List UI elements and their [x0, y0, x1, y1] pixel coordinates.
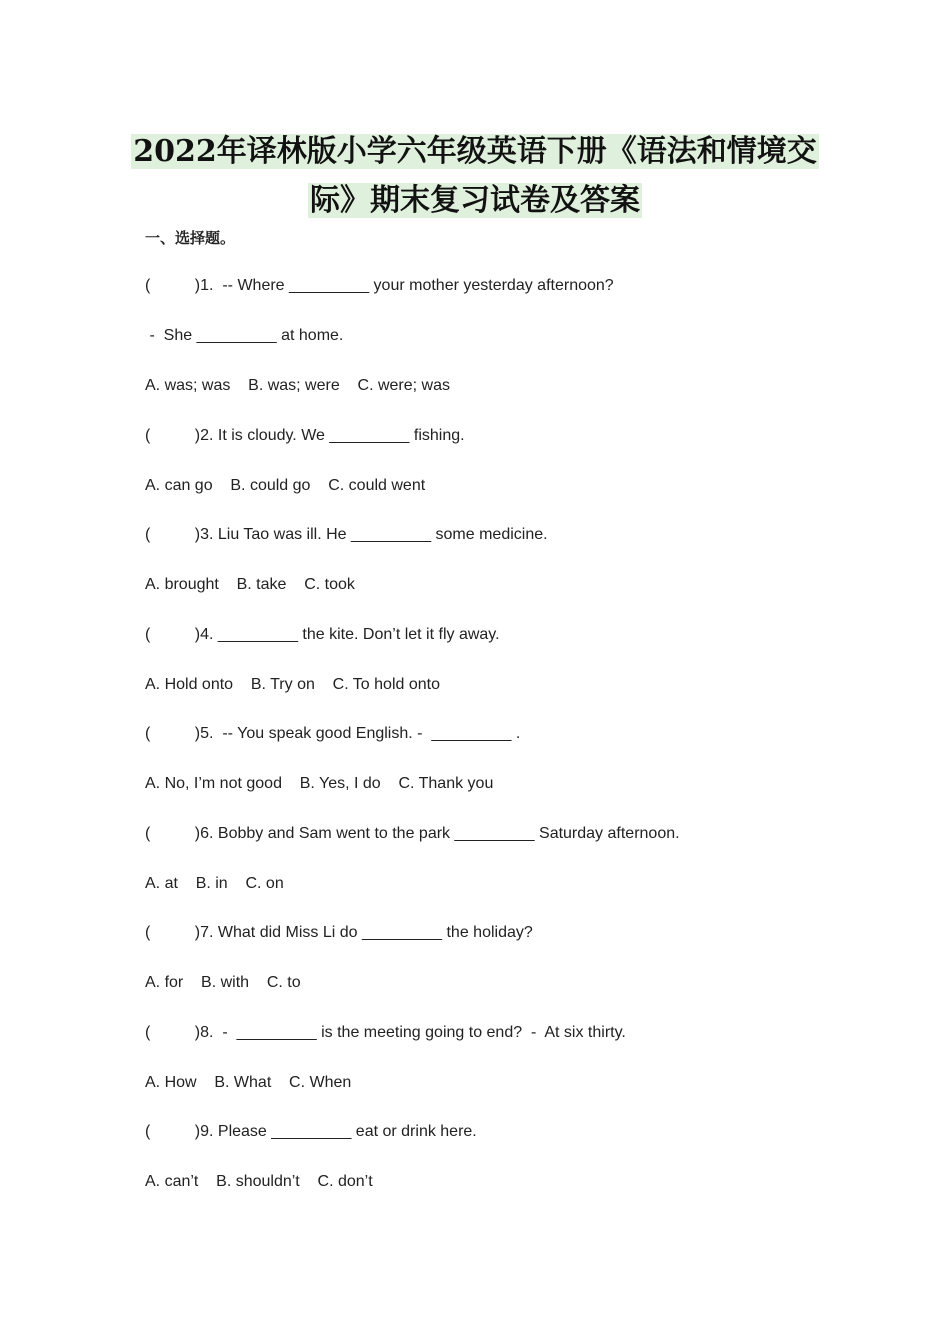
question-1-options: A. was; was B. was; were C. were; was — [145, 377, 450, 394]
question-3-stem: ( )3. Liu Tao was ill. He _________ some medicine. — [145, 526, 548, 543]
question-5-stem: ( )5. -- You speak good English. - _________ . — [145, 725, 521, 742]
question-7-options: A. for B. with C. to — [145, 974, 301, 991]
question-1-reply: - She _________ at home. — [145, 327, 344, 344]
question-9-options: A. can’t B. shouldn’t C. don’t — [145, 1173, 373, 1190]
question-2-options: A. can go B. could go C. could went — [145, 477, 426, 494]
question-6-stem: ( )6. Bobby and Sam went to the park _________ Saturday afternoon. — [145, 825, 680, 842]
title-text-2: 际》期末复习试卷及答案 — [310, 183, 640, 218]
question-7-stem: ( )7. What did Miss Li do _________ the holiday? — [145, 924, 533, 941]
question-4-options: A. Hold onto B. Try on C. To hold onto — [145, 676, 440, 693]
question-2-stem: ( )2. It is cloudy. We _________ fishing. — [145, 427, 465, 444]
question-4-stem: ( )4. _________ the kite. Don’t let it fly away. — [145, 626, 500, 643]
document-title-line-1 — [0, 132, 950, 172]
title-text-1: 2022年译林版小学六年级英语下册《语法和情境交 — [133, 134, 817, 169]
document-title-line-2 — [0, 181, 950, 221]
question-9-stem: ( )9. Please _________ eat or drink here. — [145, 1123, 477, 1140]
question-1-stem: ( )1. -- Where _________ your mother yesterday afternoon? — [145, 277, 614, 294]
question-8-stem: ( )8. - _________ is the meeting going to end? - At six thirty. — [145, 1024, 626, 1041]
question-3-options: A. brought B. take C. took — [145, 576, 355, 593]
question-6-options: A. at B. in C. on — [145, 875, 284, 892]
section-heading: 一、选择题。 — [145, 229, 236, 247]
question-8-options: A. How B. What C. When — [145, 1074, 352, 1091]
question-5-options: A. No, I’m not good B. Yes, I do C. Thank you — [145, 775, 494, 792]
